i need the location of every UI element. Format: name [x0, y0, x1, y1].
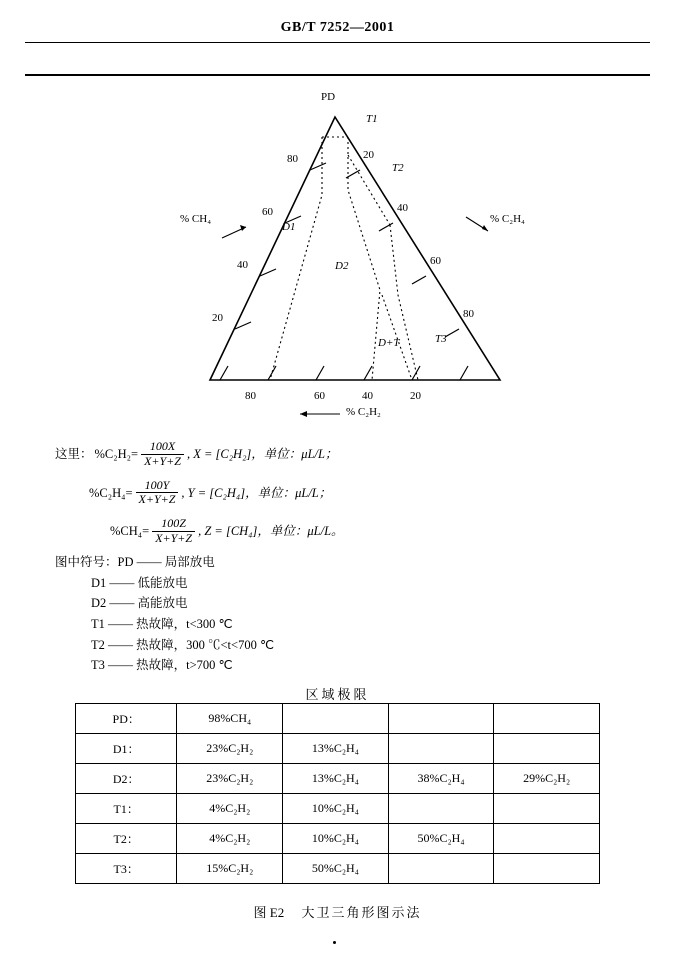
formula-left-c2h4: %C₂H₄=: [89, 485, 133, 500]
figure-right-tick-60: 60: [430, 255, 441, 267]
duval-triangle-svg: [150, 95, 550, 425]
cell-zone: T2：: [76, 824, 177, 854]
formula-right-c2h4: , Y = [C₂H₄]，单位：μL/L；: [181, 485, 332, 500]
cell-limit-4: [494, 704, 600, 734]
formula-right-ch4: , Z = [CH₄]，单位：μL/L。: [198, 524, 344, 539]
formula-denominator-ch4: X+Y+Z: [155, 530, 193, 545]
cell-limit-1: 23%C₂H₂: [177, 764, 283, 794]
table-row: [76, 824, 600, 854]
legend-intro: 图中符号：PD —— 局部放电: [55, 555, 215, 569]
cell-limit-4: [494, 734, 600, 764]
cell-limit-1: 15%C₂H₂: [177, 854, 283, 884]
cell-limit-4: 29%C₂H₂: [494, 764, 600, 794]
cell-limit-1: 4%C₂H₂: [177, 794, 283, 824]
figure-left-tick-60: 60: [262, 206, 273, 218]
figure-caption-label: 图 E2: [253, 905, 285, 920]
zone-limits-table: [75, 703, 600, 884]
figure-axis-label-c2h2: % C₂H₂: [346, 406, 381, 418]
figure-axis-label-c2h4: % C₂H₄: [490, 213, 525, 225]
header-rule-thin: [25, 42, 650, 43]
symbol-legend: [55, 552, 615, 676]
cell-zone: T3：: [76, 854, 177, 884]
cell-limit-2: [283, 704, 389, 734]
figure-zone-label-t1: T1: [366, 113, 378, 125]
formula-right-c2h2: , X = [C₂H₂]，单位：μL/L；: [186, 447, 338, 462]
figure-bottom-tick-20: 20: [410, 390, 421, 402]
figure-zone-label-t3: T3: [435, 333, 447, 345]
formula-fraction-c2h4: [136, 479, 179, 508]
figure-caption: [0, 902, 675, 921]
figure-bottom-tick-80: 80: [245, 390, 256, 402]
figure-zone-label-d1: D1: [282, 221, 296, 233]
figure-bottom-tick-40: 40: [362, 390, 373, 402]
formula-numerator-c2h2: 100X: [149, 439, 176, 453]
cell-limit-4: [494, 824, 600, 854]
figure-zone-label-d2: D2: [335, 260, 349, 272]
formula-row-c2h4: [89, 479, 655, 508]
formula-denominator-c2h2: X+Y+Z: [144, 453, 181, 468]
cell-limit-3: [388, 734, 494, 764]
figure-apex-label: PD: [321, 91, 336, 103]
footer-dot: [333, 941, 336, 944]
table-row: [76, 704, 600, 734]
cell-zone: T1：: [76, 794, 177, 824]
cell-limit-3: 38%C₂H₄: [388, 764, 494, 794]
cell-limit-3: [388, 794, 494, 824]
legend-item-t3: T3 —— 热故障，t>700 ℃: [91, 658, 233, 673]
header-rule-thick: [25, 74, 650, 76]
cell-limit-2: 50%C₂H₄: [283, 854, 389, 884]
legend-item-d2: D2 —— 高能放电: [91, 596, 188, 611]
figure-right-tick-20: 20: [363, 149, 374, 161]
cell-zone: D2：: [76, 764, 177, 794]
formula-row-c2h2: [55, 440, 655, 469]
cell-limit-1: 4%C₂H₂: [177, 824, 283, 854]
formula-row-ch4: [110, 517, 655, 546]
figure-left-tick-20: 20: [212, 312, 223, 324]
cell-limit-4: [494, 854, 600, 884]
formula-lead: 这里：: [55, 447, 93, 462]
cell-limit-2: 10%C₂H₄: [283, 794, 389, 824]
formula-block: [55, 440, 655, 556]
table-row: [76, 854, 600, 884]
formula-left-ch4: %CH₄=: [110, 524, 150, 539]
cell-limit-2: 13%C₂H₄: [283, 734, 389, 764]
formula-left-c2h2: %C₂H₂=: [94, 447, 139, 462]
table-row: [76, 734, 600, 764]
formula-numerator-ch4: 100Z: [161, 516, 186, 531]
cell-limit-1: 23%C₂H₂: [177, 734, 283, 764]
cell-limit-2: 10%C₂H₄: [283, 824, 389, 854]
figure-caption-text: 大卫三角形图示法: [301, 905, 422, 920]
formula-denominator-c2h4: X+Y+Z: [138, 492, 176, 507]
formula-fraction-ch4: [152, 517, 195, 546]
cell-limit-3: 50%C₂H₄: [388, 824, 494, 854]
figure-left-tick-80: 80: [287, 153, 298, 165]
figure-zone-label-t2: T2: [392, 162, 404, 174]
page-title: GB/T 7252—2001: [280, 20, 395, 35]
table-row: [76, 794, 600, 824]
figure-right-tick-40: 40: [397, 202, 408, 214]
legend-item-t2: T2 —— 热故障，300 ℃<t<700 ℃: [91, 637, 274, 652]
cell-limit-2: 13%C₂H₄: [283, 764, 389, 794]
formula-fraction-c2h2: [141, 440, 184, 469]
figure-axis-label-ch4: % CH₄: [180, 213, 212, 225]
formula-numerator-c2h4: 100Y: [144, 477, 170, 492]
cell-limit-4: [494, 794, 600, 824]
table-title: 区域极限: [305, 687, 370, 702]
figure-bottom-tick-60: 60: [314, 390, 325, 402]
legend-item-d1: D1 —— 低能放电: [91, 575, 188, 590]
table-row: [76, 764, 600, 794]
figure-left-tick-40: 40: [237, 259, 248, 271]
cell-limit-1: 98%CH₄: [177, 704, 283, 734]
legend-item-t1: T1 —— 热故障，t<300 ℃: [91, 616, 233, 631]
figure-right-tick-80: 80: [463, 308, 474, 320]
cell-zone: D1：: [76, 734, 177, 764]
duval-triangle-figure: [150, 91, 550, 425]
cell-limit-3: [388, 854, 494, 884]
figure-zone-label-dt: D+T: [378, 337, 400, 349]
cell-zone: PD：: [76, 704, 177, 734]
cell-limit-3: [388, 704, 494, 734]
